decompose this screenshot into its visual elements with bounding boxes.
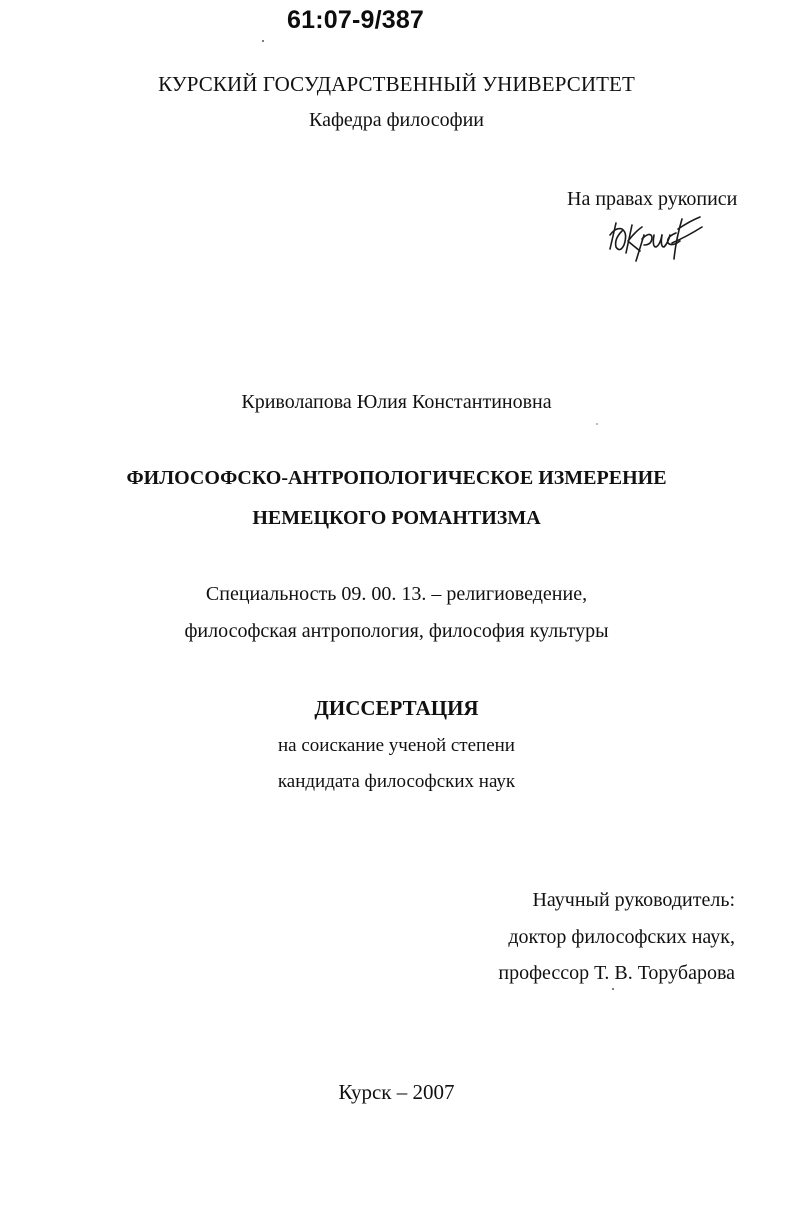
degree-line-2: кандидата философских наук bbox=[277, 771, 516, 792]
university-name: КУРСКИЙ ГОСУДАРСТВЕННЫЙ УНИВЕРСИТЕТ bbox=[158, 72, 635, 96]
catalog-number: 61:07-9/387 bbox=[287, 6, 425, 34]
degree-line-1: на соискание ученой степени bbox=[278, 735, 515, 756]
specialty-line-2: философская антропология, философия культуры bbox=[184, 620, 609, 642]
scan-speck bbox=[262, 40, 264, 42]
scan-speck bbox=[596, 423, 598, 425]
city-year: Курск – 2007 bbox=[338, 1080, 455, 1104]
handwritten-signature bbox=[602, 213, 712, 263]
supervisor-name: профессор Т. В. Торубарова bbox=[498, 962, 735, 984]
supervisor-degree: доктор философских наук, bbox=[508, 926, 735, 948]
department-name: Кафедра философии bbox=[309, 109, 484, 131]
dissertation-title-line-1: ФИЛОСОФСКО-АНТРОПОЛОГИЧЕСКОЕ ИЗМЕРЕНИЕ bbox=[126, 467, 667, 489]
specialty-line-1: Специальность 09. 00. 13. – религиоведение, bbox=[205, 583, 588, 605]
scan-speck bbox=[612, 988, 614, 990]
document-type: ДИССЕРТАЦИЯ bbox=[314, 696, 479, 720]
supervisor-label: Научный руководитель: bbox=[532, 889, 735, 911]
author-name: Криволапова Юлия Константиновна bbox=[241, 391, 552, 413]
dissertation-title-line-2: НЕМЕЦКОГО РОМАНТИЗМА bbox=[252, 507, 541, 529]
manuscript-note: На правах рукописи bbox=[567, 188, 738, 210]
